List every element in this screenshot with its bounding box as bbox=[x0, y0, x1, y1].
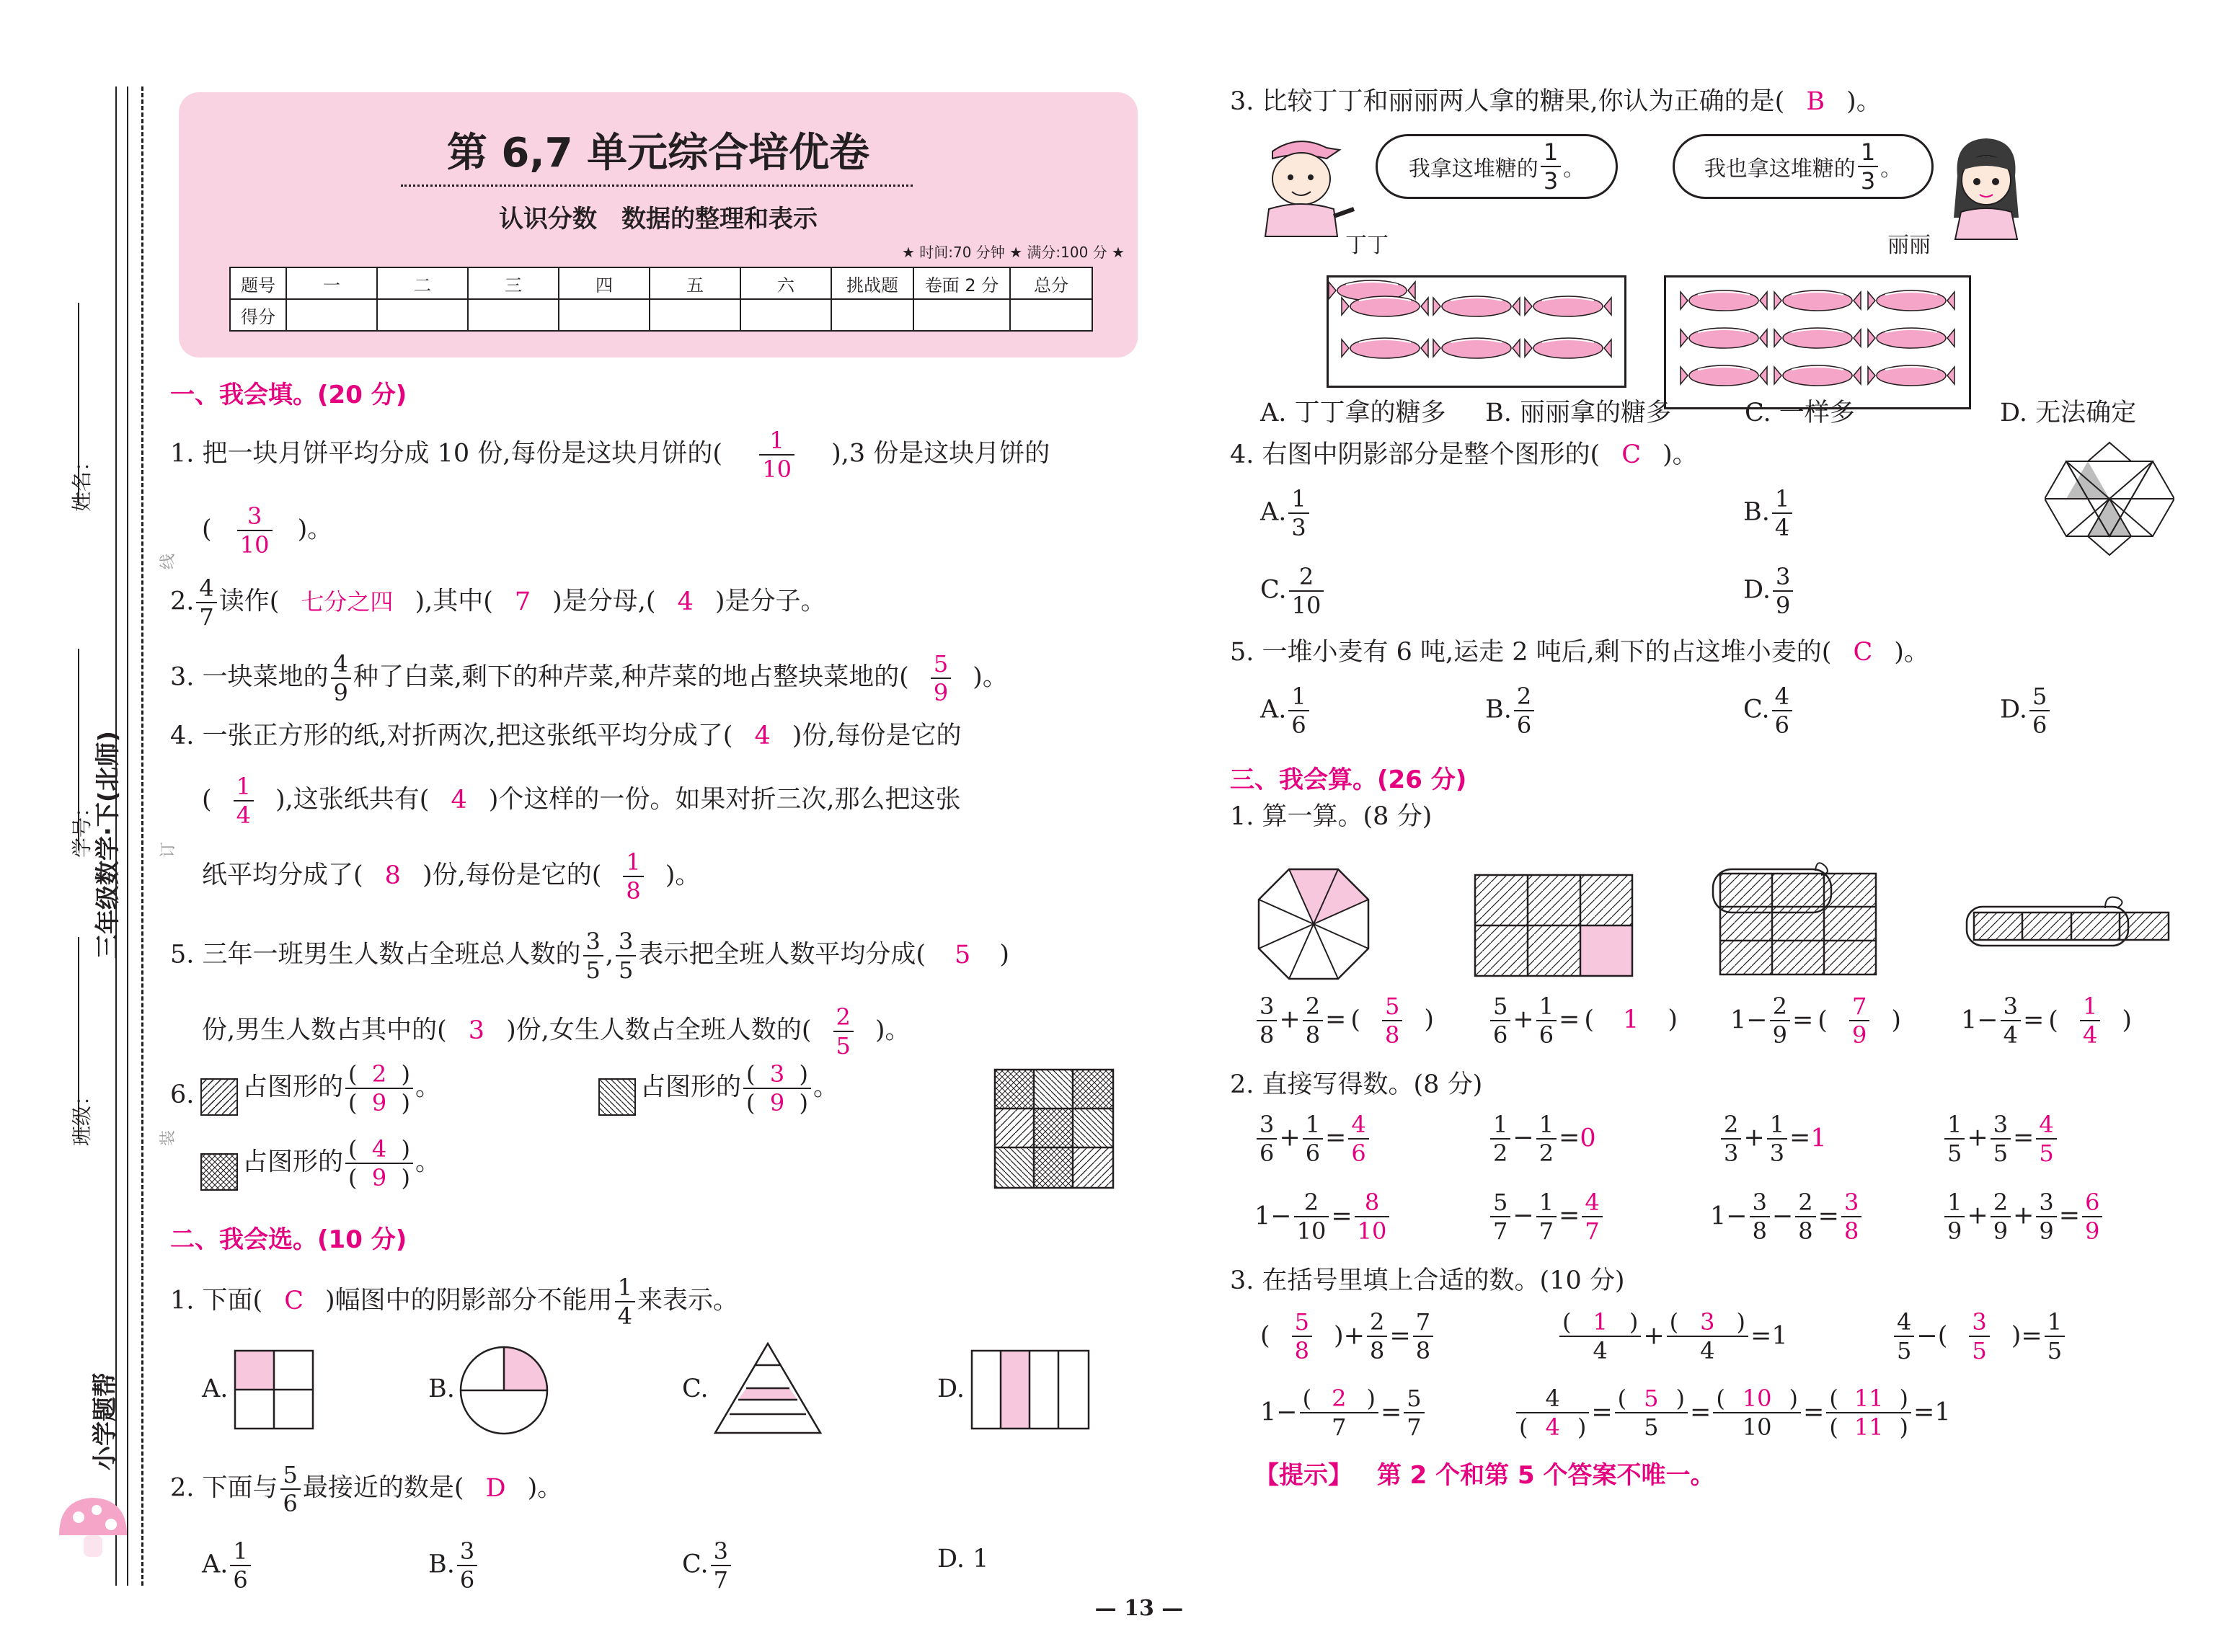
r-q3: 3. 比较丁丁和丽丽两人拿的糖果,你认为正确的是( B )。 bbox=[1230, 87, 1882, 116]
score-col-3: 三 bbox=[468, 267, 559, 299]
q6-grid-figure bbox=[993, 1068, 1115, 1189]
lili-speech-bubble: 我也拿这堆糖的 $\frac{1}{3}$ 。 bbox=[1673, 134, 1934, 199]
r-q5-option-a[interactable]: A. $\frac{1}{6}$ bbox=[1260, 685, 1311, 737]
s1-q4-answer-5: $\frac{1}{8}$ bbox=[623, 851, 643, 902]
c3-eq-2: $\frac{( 1 )}{4}$ + $\frac{( 3 )}{4}$ =1 bbox=[1557, 1310, 1788, 1362]
c3-eq-3: $\frac{4}{5}$ −( $\frac{3}{5}$ )= $\frac{1}{5}$ bbox=[1892, 1310, 2067, 1362]
r-q4: 4. 右图中阴影部分是整个图形的( C )。 bbox=[1230, 440, 1698, 469]
exam-meta: ★ 时间:70 分钟 ★ 满分:100 分 ★ bbox=[901, 244, 1125, 261]
score-col-2: 二 bbox=[377, 267, 468, 299]
c3-answer-5b: 5 bbox=[1644, 1385, 1659, 1412]
s1-q6-num: 6. bbox=[170, 1080, 195, 1109]
s1-q4-line1: 4. 一张正方形的纸,对折两次,把这张纸平均分成了( 4 )份,每份是它的 bbox=[170, 721, 962, 750]
c3-answer-5a: 4 bbox=[1545, 1413, 1560, 1441]
s2-q1-option-d-label: D. bbox=[937, 1375, 965, 1403]
c1-strip-circled-figure bbox=[1964, 894, 2173, 951]
score-cell[interactable] bbox=[377, 299, 468, 331]
s2-q2-option-d[interactable]: D. 1 bbox=[937, 1545, 989, 1573]
legend-diagonal-swatch bbox=[200, 1078, 238, 1116]
page-title: 第 6,7 单元综合培优卷 bbox=[446, 130, 870, 177]
c3-eq-5: $\frac{4}{( 4 )}$ = $\frac{( 5 )}{5}$ = $\frac{( 10 )}{10}$ = $\frac{( 11 )}{( 11 )}$ =1 bbox=[1514, 1387, 1951, 1439]
c3-answer-5c: 10 bbox=[1742, 1385, 1772, 1412]
grade-label: 三年级数学·下(北师) bbox=[94, 731, 123, 959]
c2-eq-3: $\frac{2}{3}$ + $\frac{1}{3}$ =1 bbox=[1719, 1113, 1827, 1165]
c3-eq-1: ( $\frac{5}{8}$ )+ $\frac{2}{8}$ = $\frac{7}{8}$ bbox=[1260, 1310, 1435, 1362]
s1-q4-answer-4: 8 bbox=[384, 861, 401, 890]
r-q5-option-d[interactable]: D. $\frac{5}{6}$ bbox=[2000, 685, 2052, 737]
c3-answer-4: 2 bbox=[1332, 1385, 1347, 1412]
s1-q1-open-paren: ( bbox=[202, 515, 212, 544]
lili-candy-box bbox=[1664, 275, 1971, 409]
c2-answer-1: $\frac{4}{6}$ bbox=[1348, 1113, 1368, 1165]
s1-q4-line2: ( $\frac{1}{4}$ ),这张纸共有( 4 )个这样的一份。如果对折三次,那么把这张 bbox=[202, 773, 961, 829]
c3-answer-5e: 11 bbox=[1854, 1413, 1884, 1441]
c2-answer-4: $\frac{4}{5}$ bbox=[2036, 1113, 2056, 1165]
c1-octagon-figure bbox=[1256, 866, 1371, 982]
c1-eq-2: $\frac{5}{6}$ + $\frac{1}{6}$ = ( 1 ) bbox=[1488, 995, 1678, 1047]
c1-eq-4: 1− $\frac{3}{4}$ = ( $\frac{1}{4}$ ) bbox=[1961, 992, 2132, 1049]
s1-q1-line2 bbox=[202, 502, 333, 559]
page-subtitle: 认识分数 数据的整理和表示 bbox=[499, 205, 818, 234]
xian-mark: 线 bbox=[159, 553, 177, 569]
s1-q6-answer-2: $\frac{( 3 )}{( 9 )}$ bbox=[743, 1062, 811, 1114]
mushroom-logo bbox=[53, 1485, 133, 1564]
s1-q1-answer-2: $\frac{3}{10}$ bbox=[237, 505, 273, 556]
r-q4-triangle-figure bbox=[2045, 441, 2174, 556]
c2-eq-7: 1− $\frac{3}{8}$ − $\frac{2}{8}$ = $\frac{3}{8}$ bbox=[1710, 1191, 1864, 1243]
s1-q2-answer-3: 4 bbox=[677, 587, 694, 616]
s1-q1-answer-1: $\frac{1}{10}$ bbox=[759, 429, 794, 481]
c1-rect-grid-figure bbox=[1474, 874, 1634, 977]
c1-eq-3: 1− $\frac{2}{9}$ = ( $\frac{7}{9}$ ) bbox=[1730, 992, 1901, 1049]
lili-name: 丽丽 bbox=[1887, 233, 1931, 258]
r-c2-title: 2. 直接写得数。(8 分) bbox=[1230, 1070, 1483, 1099]
s1-q4-answer-1: 4 bbox=[754, 721, 771, 750]
lili-candies bbox=[1666, 277, 1969, 407]
legend-backslash-swatch bbox=[598, 1078, 636, 1116]
s1-q1-close-paren: )。 bbox=[297, 515, 333, 544]
s1-q6-item1: 占图形的 $\frac{( 2 )}{( 9 )}$ 。 bbox=[242, 1060, 441, 1116]
s2-q1-option-c-figure[interactable] bbox=[714, 1342, 822, 1434]
r-q3-answer: B bbox=[1806, 87, 1825, 116]
s2-q1-option-a-figure[interactable] bbox=[234, 1349, 314, 1430]
c2-answer-5: $\frac{8}{10}$ bbox=[1355, 1191, 1390, 1243]
s2-q2: 2. 下面与 $\frac{5}{6}$ 最接近的数是( D )。 bbox=[170, 1461, 563, 1517]
number-label: 学号： bbox=[70, 796, 94, 858]
r-q4-option-b[interactable]: B. $\frac{1}{4}$ bbox=[1743, 487, 1794, 539]
s2-q1-option-c-label: C. bbox=[682, 1375, 709, 1403]
r-c1-title: 1. 算一算。(8 分) bbox=[1230, 802, 1433, 831]
score-cell[interactable] bbox=[468, 299, 559, 331]
zhuang-mark: 装 bbox=[159, 1129, 177, 1146]
c1-answer-2: 1 bbox=[1623, 1005, 1639, 1034]
r-q5-answer: C bbox=[1853, 638, 1873, 667]
c1-answer-3: $\frac{7}{9}$ bbox=[1849, 995, 1869, 1047]
c3-answer-2b: 3 bbox=[1700, 1308, 1715, 1336]
score-cell[interactable] bbox=[650, 299, 740, 331]
dingding-boy-illustration bbox=[1254, 130, 1355, 238]
c1-eq-1: $\frac{3}{8}$ + $\frac{2}{8}$ = ( $\frac{5}{8}$ ) bbox=[1254, 995, 1434, 1047]
s1-q5-answer-1: 5 bbox=[955, 940, 971, 969]
s2-q1-option-d-figure[interactable] bbox=[970, 1349, 1090, 1430]
hint bbox=[1254, 1463, 1715, 1488]
c2-answer-8: $\frac{6}{9}$ bbox=[2082, 1191, 2102, 1243]
dingding-name: 丁丁 bbox=[1345, 233, 1389, 258]
s1-q3-answer: $\frac{5}{9}$ bbox=[931, 652, 951, 704]
legend-crosshatch-swatch bbox=[200, 1153, 238, 1191]
s2-q2-option-b[interactable]: B. $\frac{3}{6}$ bbox=[428, 1540, 479, 1591]
c3-answer-3: $\frac{3}{5}$ bbox=[1969, 1310, 1989, 1362]
c2-eq-2: $\frac{1}{2}$ − $\frac{1}{2}$ =0 bbox=[1488, 1113, 1596, 1165]
r-q3-option-b[interactable]: B. 丽丽拿的糖多 bbox=[1485, 399, 1671, 427]
score-cell[interactable] bbox=[740, 299, 831, 331]
c2-eq-5: 1− $\frac{2}{10}$ = $\frac{8}{10}$ bbox=[1254, 1191, 1391, 1243]
c2-eq-1: $\frac{3}{6}$ + $\frac{1}{6}$ = $\frac{4}{6}$ bbox=[1254, 1113, 1371, 1165]
r-q4-answer: C bbox=[1621, 440, 1641, 469]
score-cell[interactable] bbox=[913, 299, 1010, 331]
margin-line-2 bbox=[127, 86, 128, 1586]
r-q4-option-d[interactable]: D. $\frac{3}{9}$ bbox=[1743, 565, 1795, 617]
r-q3-option-d[interactable]: D. 无法确定 bbox=[2000, 399, 2137, 427]
dingding-candies bbox=[1329, 277, 1624, 386]
s2-q2-option-c[interactable]: C. $\frac{3}{7}$ bbox=[682, 1540, 733, 1591]
s1-q4-answer-2: $\frac{1}{4}$ bbox=[234, 775, 254, 827]
c3-answer-1: $\frac{5}{8}$ bbox=[1292, 1310, 1312, 1362]
hint-label: 【提示】 bbox=[1254, 1461, 1352, 1490]
margin-line-dashed bbox=[141, 86, 143, 1586]
c1-answer-4: $\frac{1}{4}$ bbox=[2080, 995, 2100, 1047]
c2-answer-2: 0 bbox=[1580, 1124, 1596, 1153]
s1-q6-item2: 占图形的 $\frac{( 3 )}{( 9 )}$ 。 bbox=[640, 1060, 839, 1116]
ding-mark: 订 bbox=[159, 841, 177, 858]
s1-q5-line2: 份,男生人数占其中的( 3 )份,女生人数占全班人数的( $\frac{2}{5}$ )。 bbox=[202, 1003, 911, 1060]
r-q4-option-a[interactable]: A. $\frac{1}{3}$ bbox=[1260, 487, 1311, 539]
score-col-9: 总分 bbox=[1010, 267, 1092, 299]
s2-q1-option-a-label: A. bbox=[202, 1375, 229, 1403]
score-row-label: 得分 bbox=[230, 299, 286, 331]
dingding-candy-box bbox=[1327, 275, 1626, 388]
s1-q2-answer-2: 7 bbox=[514, 587, 531, 616]
c2-eq-4: $\frac{1}{5}$ + $\frac{3}{5}$ = $\frac{4}{5}$ bbox=[1942, 1113, 2059, 1165]
r-q4-option-c[interactable]: C. $\frac{2}{10}$ bbox=[1260, 565, 1326, 617]
score-col-6: 六 bbox=[740, 267, 831, 299]
score-cell[interactable] bbox=[286, 299, 377, 331]
s1-q3: 3. 一块菜地的 $\frac{4}{9}$ 种了白菜,剩下的种芹菜,种芹菜的地占整块菜地的( $\frac{5}{9}$ )。 bbox=[170, 650, 1008, 706]
r-c3-title: 3. 在括号里填上合适的数。(10 分) bbox=[1230, 1266, 1625, 1295]
s1-q1-text-a: 1. 把一块月饼平均分成 10 份,每份是这块月饼的( bbox=[170, 439, 723, 468]
s2-q1-option-b-figure[interactable] bbox=[459, 1345, 549, 1436]
c1-answer-1: $\frac{5}{8}$ bbox=[1382, 995, 1402, 1047]
s1-q4-answer-3: 4 bbox=[451, 785, 467, 814]
s1-q6-item3: 占图形的 $\frac{( 4 )}{( 9 )}$ 。 bbox=[242, 1135, 441, 1191]
section-3-title: 三、我会算。(26 分) bbox=[1230, 765, 1467, 794]
score-col-7: 挑战题 bbox=[831, 267, 913, 299]
s2-q2-answer: D bbox=[485, 1473, 506, 1503]
s1-q5-answer-2: 3 bbox=[468, 1016, 485, 1045]
c3-eq-4: 1− $\frac{( 2 )}{7}$ = $\frac{5}{7}$ bbox=[1260, 1387, 1427, 1439]
s2-q1: 1. 下面( C )幅图中的阴影部分不能用 $\frac{1}{4}$ 来表示。 bbox=[170, 1274, 738, 1330]
c1-grid-circled-figure bbox=[1709, 862, 1889, 977]
score-cell[interactable] bbox=[1010, 299, 1092, 331]
c2-eq-6: $\frac{5}{7}$ − $\frac{1}{7}$ = $\frac{4}{7}$ bbox=[1488, 1191, 1605, 1243]
score-cell[interactable] bbox=[831, 299, 913, 331]
c2-eq-8: $\frac{1}{9}$ + $\frac{2}{9}$ + $\frac{3}{9}$ = $\frac{6}{9}$ bbox=[1942, 1191, 2104, 1243]
s2-q1-answer: C bbox=[284, 1286, 304, 1315]
lili-girl-illustration bbox=[1939, 133, 2033, 241]
s1-q2-answer-1: 七分之四 bbox=[301, 587, 394, 616]
s1-q4-line3: 纸平均分成了( 8 )份,每份是它的( $\frac{1}{8}$ )。 bbox=[202, 848, 701, 905]
s1-q5-line1: 5. 三年一班男生人数占全班总人数的 $\frac{3}{5}$ , $\frac{3}{5}$ 表示把全班人数平均分成( 5 ) bbox=[170, 928, 1009, 984]
s1-q5-answer-3: $\frac{2}{5}$ bbox=[833, 1005, 854, 1057]
s2-q2-option-a[interactable]: A. $\frac{1}{6}$ bbox=[202, 1540, 253, 1591]
c3-answer-5d: 11 bbox=[1854, 1385, 1884, 1412]
name-label: 姓名： bbox=[70, 450, 94, 512]
s1-q2: 2. $\frac{4}{7}$ 读作( 七分之四 ),其中( 7 )是分母,( 4 )是分子。 bbox=[170, 574, 826, 631]
r-q5: 5. 一堆小麦有 6 吨,运走 2 吨后,剩下的占这堆小麦的( C )。 bbox=[1230, 638, 1929, 667]
s1-q1-text-b: ),3 份是这块月饼的 bbox=[831, 439, 1050, 468]
score-col-8: 卷面 2 分 bbox=[913, 267, 1010, 299]
score-col-4: 四 bbox=[559, 267, 650, 299]
score-table bbox=[229, 267, 1093, 332]
s1-q1-line1 bbox=[170, 429, 1050, 481]
hint-text: 第 2 个和第 5 个答案不唯一。 bbox=[1376, 1461, 1715, 1490]
c2-answer-3: 1 bbox=[1810, 1124, 1827, 1153]
score-col-0: 题号 bbox=[230, 267, 286, 299]
class-label: 班级： bbox=[70, 1085, 94, 1146]
dingding-speech-bubble: 我拿这堆糖的 $\frac{1}{3}$ 。 bbox=[1376, 134, 1618, 199]
section-1-title: 一、我会填。(20 分) bbox=[170, 381, 407, 409]
score-col-1: 一 bbox=[286, 267, 377, 299]
title-dotted-rule bbox=[401, 185, 913, 187]
c2-answer-7: $\frac{3}{8}$ bbox=[1841, 1191, 1861, 1243]
r-q3-option-c[interactable]: C. 一样多 bbox=[1745, 399, 1855, 427]
score-col-5: 五 bbox=[650, 267, 740, 299]
s1-q6-answer-3: $\frac{( 4 )}{( 9 )}$ bbox=[345, 1137, 413, 1189]
page-number: — 13 — bbox=[1094, 1596, 1184, 1621]
s2-q1-option-b-label: B. bbox=[428, 1375, 455, 1403]
score-cell[interactable] bbox=[559, 299, 650, 331]
s1-q6-answer-1: $\frac{( 2 )}{( 9 )}$ bbox=[345, 1062, 413, 1114]
brand-label: 小学题帮 bbox=[91, 1372, 120, 1470]
c3-answer-2a: 1 bbox=[1593, 1308, 1608, 1336]
section-2-title: 二、我会选。(10 分) bbox=[170, 1225, 407, 1254]
r-q5-option-b[interactable]: B. $\frac{2}{6}$ bbox=[1485, 685, 1536, 737]
c2-answer-6: $\frac{4}{7}$ bbox=[1582, 1191, 1602, 1243]
r-q5-option-c[interactable]: C. $\frac{4}{6}$ bbox=[1743, 685, 1794, 737]
r-q3-option-a[interactable]: A. 丁丁拿的糖多 bbox=[1260, 399, 1446, 427]
